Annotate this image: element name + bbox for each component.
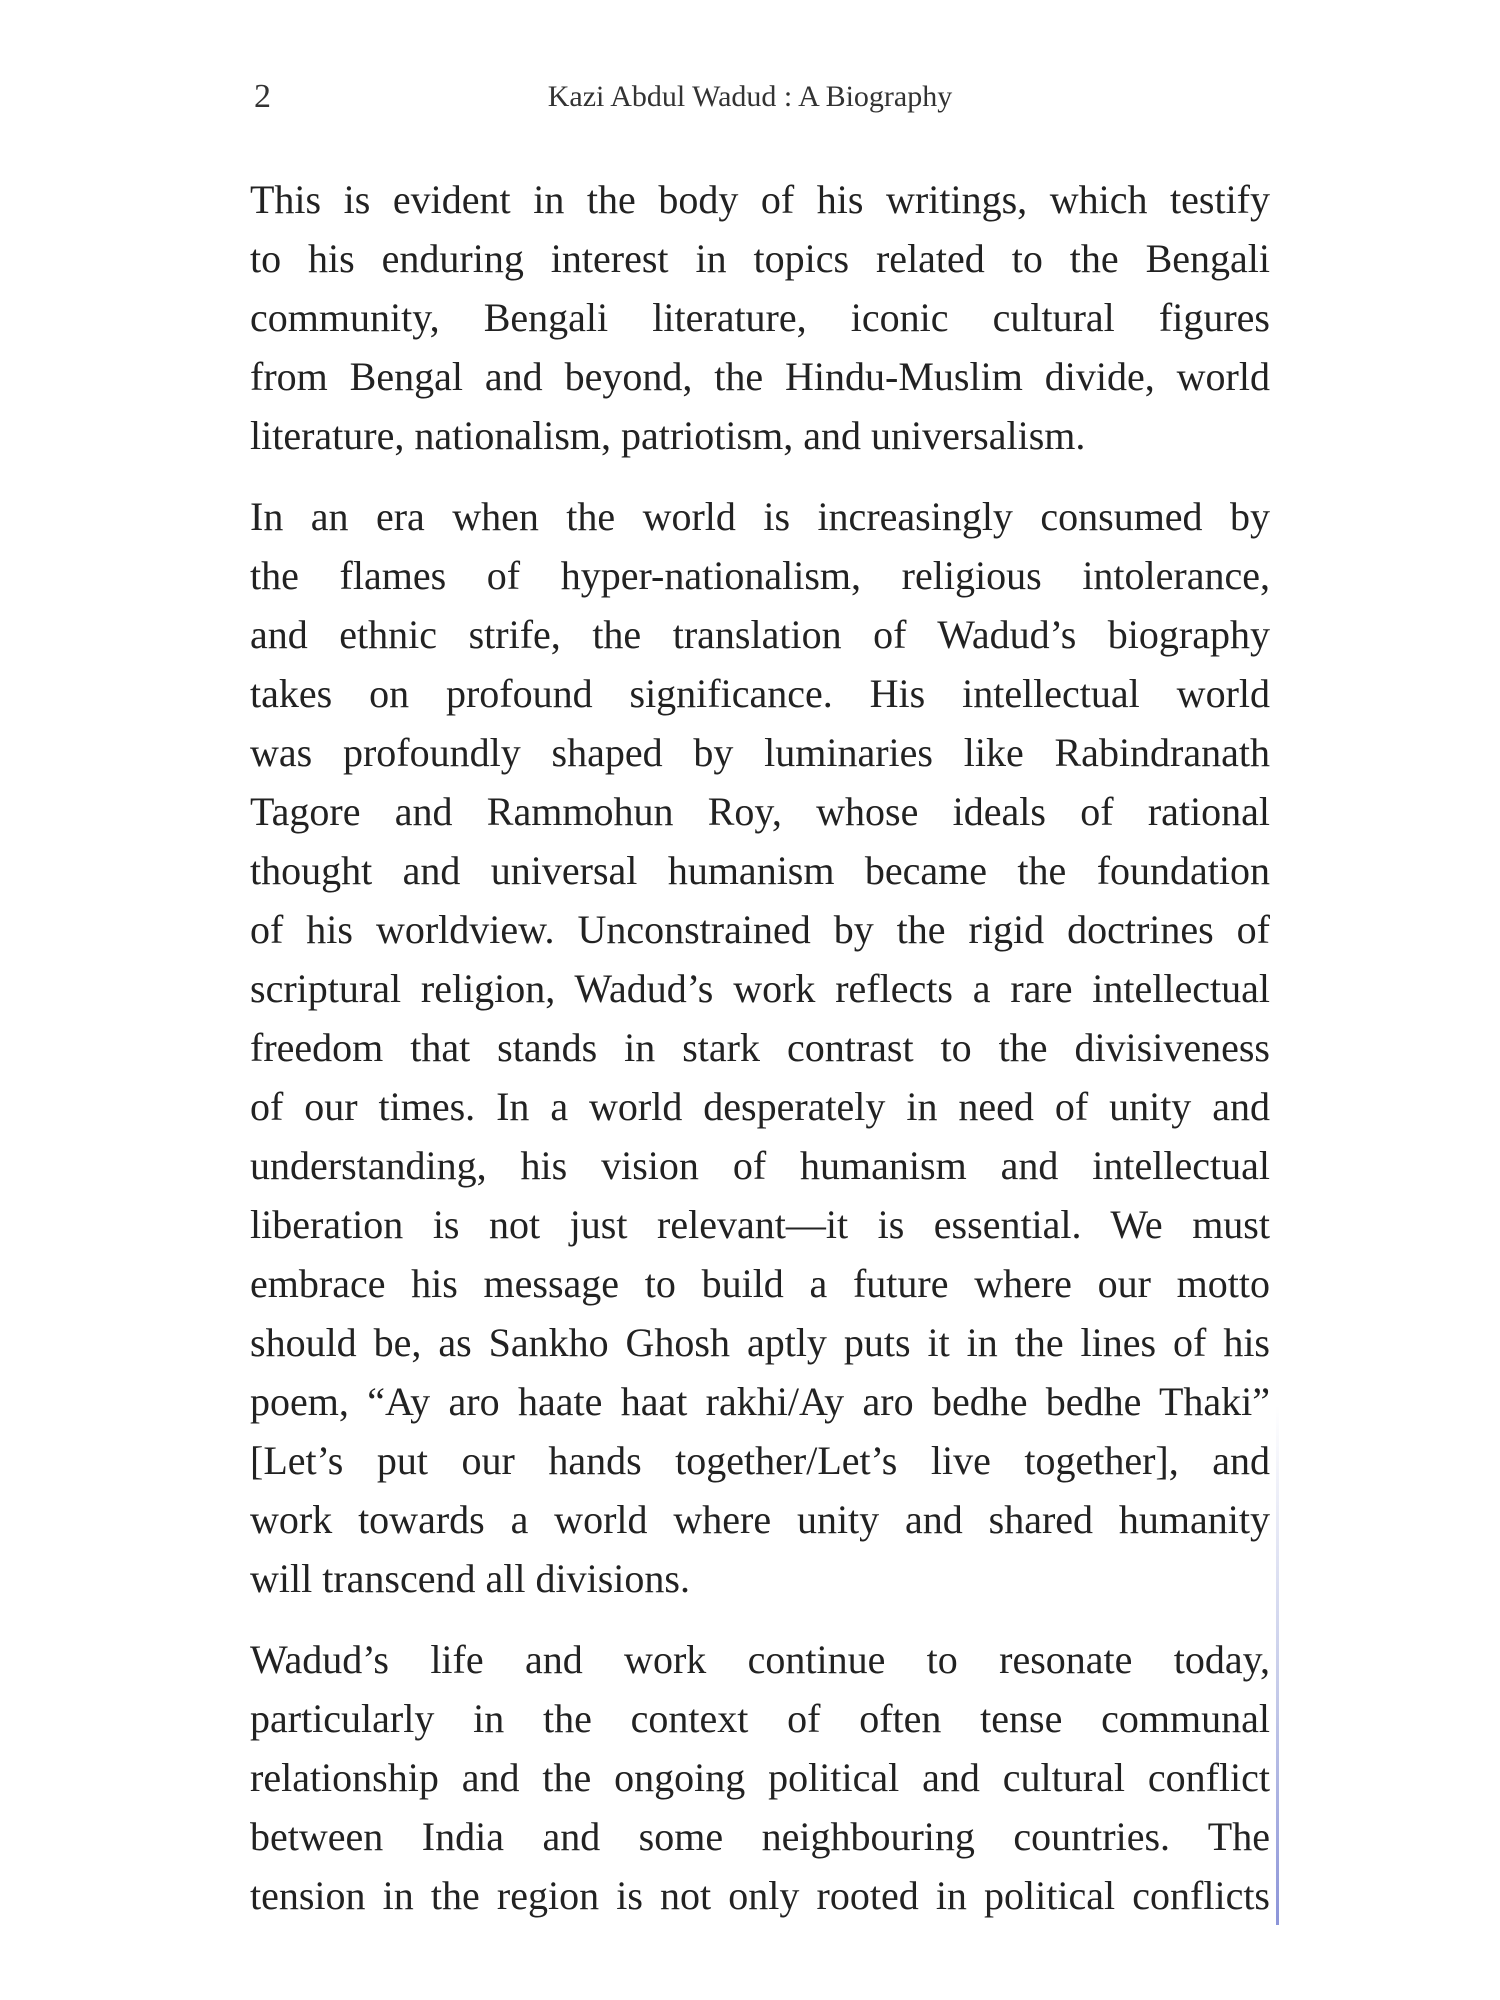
- text-line: liberation is not just relevant—it is essential. We must: [250, 1202, 1270, 1247]
- text-line: tension in the region is not only rooted in political conflicts: [250, 1873, 1270, 1918]
- text-line: In an era when the world is increasingly consumed by: [250, 494, 1270, 539]
- text-line: poem, “Ay aro haate haat rakhi/Ay aro bedhe bedhe Thaki”: [250, 1379, 1270, 1424]
- text-line: to his enduring interest in topics related to the Bengali: [250, 236, 1270, 281]
- text-line: of our times. In a world desperately in need of unity and: [250, 1084, 1270, 1129]
- text-line: between India and some neighbouring countries. The: [250, 1814, 1270, 1859]
- page-number: 2: [254, 78, 271, 115]
- text-line: takes on profound significance. His intellectual world: [250, 671, 1270, 716]
- paragraph-2: [250, 487, 1270, 1608]
- text-line: of his worldview. Unconstrained by the rigid doctrines of: [250, 907, 1270, 952]
- text-line: from Bengal and beyond, the Hindu-Muslim divide, world: [250, 354, 1270, 399]
- text-line: community, Bengali literature, iconic cultural figures: [250, 295, 1270, 340]
- text-line: This is evident in the body of his writings, which testify: [250, 177, 1270, 222]
- text-line: and ethnic strife, the translation of Wadud’s biography: [250, 612, 1270, 657]
- text-line: thought and universal humanism became the foundation: [250, 848, 1270, 893]
- running-title: Kazi Abdul Wadud : A Biography: [547, 80, 953, 113]
- body-text: [250, 170, 1270, 1947]
- paragraph-1: [250, 170, 1270, 465]
- text-line: scriptural religion, Wadud’s work reflects a rare intellectual: [250, 966, 1270, 1011]
- text-line: Tagore and Rammohun Roy, whose ideals of rational: [250, 789, 1270, 834]
- text-line: work towards a world where unity and shared humanity: [250, 1497, 1270, 1542]
- text-line: freedom that stands in stark contrast to the divisiveness: [250, 1025, 1270, 1070]
- text-line: literature, nationalism, patriotism, and universalism.: [250, 413, 1086, 458]
- page-edge-shadow: [1276, 1405, 1279, 1925]
- text-line: embrace his message to build a future where our motto: [250, 1261, 1270, 1306]
- text-line: will transcend all divisions.: [250, 1556, 690, 1601]
- text-line: understanding, his vision of humanism and intellectual: [250, 1143, 1270, 1188]
- text-line: particularly in the context of often tense communal: [250, 1696, 1270, 1741]
- text-line: was profoundly shaped by luminaries like Rabindranath: [250, 730, 1270, 775]
- text-line: the flames of hyper-nationalism, religious intolerance,: [250, 553, 1270, 598]
- text-line: should be, as Sankho Ghosh aptly puts it in the lines of his: [250, 1320, 1270, 1365]
- text-line: Wadud’s life and work continue to resonate today,: [250, 1637, 1270, 1682]
- text-line: relationship and the ongoing political and cultural conflict: [250, 1755, 1270, 1800]
- paragraph-3: [250, 1630, 1270, 1925]
- text-line: [Let’s put our hands together/Let’s live together], and: [250, 1438, 1270, 1483]
